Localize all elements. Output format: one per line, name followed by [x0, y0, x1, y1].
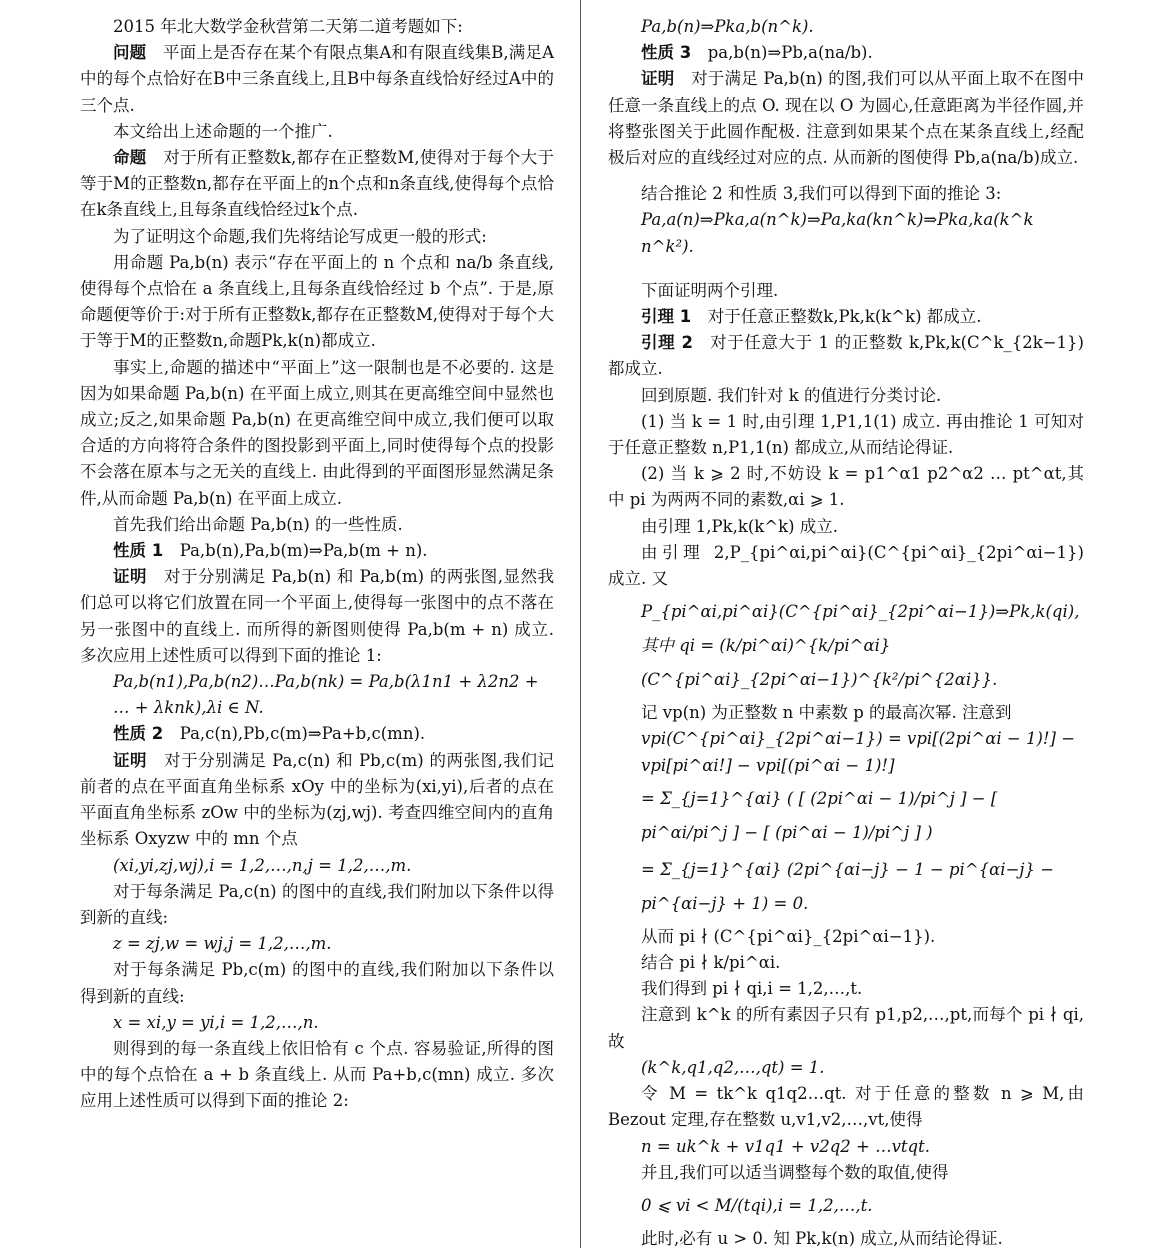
paragraph-text: n = uk^k + v1q1 + v2q2 + …vtqt. [641, 1136, 930, 1156]
paragraph [80, 879, 554, 931]
paragraph [80, 14, 554, 40]
paragraph [608, 1002, 1084, 1054]
paragraph-text: 注意到 k^k 的所有素因子只有 p1,p2,…,pt,而每个 pi ∤ qi,故 [608, 1005, 1084, 1051]
paragraph-text: P_{pi^αi,pi^αi}(C^{pi^αi}_{2pi^αi−1})⇒Pk,k(qi),其中 qi = (k/pi^αi)^{k/pi^αi}(C^{pi^αi}_{2pi^αi−1})^{k²/pi^{2αi}}. [641, 602, 1080, 690]
paragraph-text: Pa,b(n),Pa,b(m)⇒Pa,b(m + n). [179, 541, 428, 561]
formula-line [608, 853, 1084, 921]
paragraph-text: 并且,我们可以适当调整每个数的取值,使得 [641, 1162, 949, 1182]
paragraph [608, 1160, 1084, 1186]
paragraph [608, 514, 1084, 540]
formula-line [608, 1055, 1084, 1081]
paragraph [608, 181, 1084, 207]
paragraph [80, 564, 554, 669]
formula-line [608, 14, 1084, 40]
formula-line [608, 207, 1084, 259]
paragraph [80, 957, 554, 1009]
paragraph-heading: 性质 3 [641, 43, 692, 63]
formula-line [608, 726, 1084, 778]
paragraph [608, 1226, 1084, 1252]
paragraph-text: 回到原题. 我们针对 k 的值进行分类讨论. [641, 385, 942, 405]
paragraph-heading: 引理 2 [641, 333, 693, 353]
paragraph-text: 结合 pi ∤ k/pi^αi. [641, 953, 781, 973]
paragraph-text: 首先我们给出命题 Pa,b(n) 的一些性质. [113, 514, 403, 534]
paragraph-text: = Σ_{j=1}^{αi} (2pi^{αi−j} − 1 − pi^{αi−j} − pi^{αi−j} + 1) = 0. [641, 859, 1055, 913]
paragraph [608, 40, 1084, 66]
paragraph-text: 对于分别满足 Pa,c(n) 和 Pb,c(m) 的两张图,我们记前者的点在平面直角坐标系 xOy 中的坐标为(xi,yi),后者的点在平面直角坐标系 zOw 中的坐标为(zj,wj). 考查四维空间内的直角坐标系 Oxyzw 中的 mn 个点 [80, 750, 554, 849]
formula-line [80, 1010, 554, 1036]
paragraph [608, 330, 1084, 382]
paragraph-heading: 命题 [113, 148, 147, 168]
paragraph-text: Pa,c(n),Pb,c(m)⇒Pa+b,c(mn). [179, 724, 426, 744]
paragraph-heading: 证明 [641, 69, 675, 89]
paragraph [608, 278, 1084, 304]
paragraph [608, 304, 1084, 330]
paragraph-text: 令 M = tk^k q1q2…qt. 对于任意的整数 n ⩾ M,由 Bezout 定理,存在整数 u,v1,v2,…,vt,使得 [608, 1084, 1084, 1130]
paragraph-text: 对于每条满足 Pa,c(n) 的图中的直线,我们附加以下条件以得到新的直线: [80, 881, 554, 927]
paragraph-text: 用命题 Pa,b(n) 表示“存在平面上的 n 个点和 na/b 条直线,使得每个点恰在 a 条直线上,且每条直线恰经过 b 个点”. 于是,原命题便等价于:对于所有正整数k,都存在正整数M,使得对于每个大于等于M的正整数n,命题Pk,k(n)都成立. [80, 252, 554, 351]
paragraph-text: 由引理 2,P_{pi^αi,pi^αi}(C^{pi^αi}_{2pi^αi−1}) 成立. 又 [608, 542, 1084, 589]
paragraph [608, 409, 1084, 461]
paragraph [80, 250, 554, 355]
paragraph-text: 下面证明两个引理. [641, 280, 779, 300]
paragraph-heading: 引理 1 [641, 307, 692, 327]
paragraph [80, 1036, 554, 1115]
paragraph-text: 对于分别满足 Pa,b(n) 和 Pa,b(m) 的两张图,显然我们总可以将它们放置在同一个平面上,使得每一张图中的点不落在另一张图中的直线上. 而所得的新图则使得 Pa,b(m + n) 成立. 多次应用上述性质可以得到下面的推论 1: [80, 567, 555, 665]
formula-line [80, 931, 554, 957]
paragraph-text: 为了证明这个命题,我们先将结论写成更一般的形式: [113, 226, 487, 246]
column-divider [580, 0, 581, 1248]
paragraph-text: 此时,必有 u > 0. 知 Pk,k(n) 成立,从而结论得证. [641, 1228, 1003, 1248]
paragraph [608, 540, 1084, 592]
left-column [80, 14, 554, 1115]
paragraph [608, 461, 1084, 513]
paragraph [80, 145, 554, 224]
right-column [608, 14, 1084, 1252]
paragraph-text: Pa,b(n)⇒Pka,b(n^k). [641, 17, 814, 36]
formula-line [608, 1189, 1084, 1223]
formula-line [608, 782, 1084, 850]
paragraph [608, 950, 1084, 976]
paragraph [80, 40, 554, 119]
paragraph [80, 721, 554, 747]
formula-line [608, 1134, 1084, 1160]
paragraph-text: 由引理 1,Pk,k(k^k) 成立. [641, 516, 839, 536]
paragraph-text: 对于每条满足 Pb,c(m) 的图中的直线,我们附加以下条件以得到新的直线: [80, 960, 554, 1006]
paragraph-text: (2) 当 k ⩾ 2 时,不妨设 k = p1^α1 p2^α2 … pt^αt,其中 pi 为两两不同的素数,αi ⩾ 1. [608, 464, 1084, 510]
paragraph-text: 则得到的每一条直线上依旧恰有 c 个点. 容易验证,所得的图中的每个点恰在 a + b 条直线上. 从而 Pa+b,c(mn) 成立. 多次应用上述性质可以得到下面的推论 2: [80, 1038, 554, 1111]
paragraph [80, 538, 554, 564]
paragraph-text: pa,b(n)⇒Pb,a(na/b). [707, 43, 873, 63]
paragraph-text: 记 vp(n) 为正整数 n 中素数 p 的最高次幂. 注意到 [641, 703, 1012, 723]
spacer [608, 171, 1084, 181]
paragraph [608, 66, 1084, 171]
paragraph-heading: 性质 2 [113, 724, 164, 744]
paragraph [80, 748, 554, 853]
paragraph-heading: 证明 [113, 750, 148, 770]
paragraph-text: 对于任意大于 1 的正整数 k,Pk,k(C^k_{2k−1}) 都成立. [608, 333, 1084, 379]
paragraph [608, 383, 1084, 409]
paragraph-text: (1) 当 k = 1 时,由引理 1,P1,1(1) 成立. 再由推论 1 可知对于任意正整数 n,P1,1(n) 都成立,从而结论得证. [608, 411, 1084, 458]
paragraph-text: 对于满足 Pa,b(n) 的图,我们可以从平面上取不在图中任意一条直线上的点 O. 现在以 O 为圆心,任意距离为半径作圆,并将整张图关于此圆作配极. 注意到如果某个点在某条直线上,经配极后对应的直线经过对应的点. 从而新的图使得 Pb,a(na/b)成立. [608, 69, 1085, 168]
paragraph-text: 从而 pi ∤ (C^{pi^αi}_{2pi^αi−1}). [641, 926, 936, 946]
paragraph-text: = Σ_{j=1}^{αi} ( [ (2pi^αi − 1)/pi^j ] − [ pi^αi/pi^j ] − [ (pi^αi − 1)/pi^j ] ) [641, 788, 998, 842]
paragraph-text: 本文给出上述命题的一个推广. [113, 121, 333, 141]
paragraph-text: z = zj,w = wj,j = 1,2,…,m. [113, 934, 332, 954]
paragraph-text: x = xi,y = yi,i = 1,2,…,n. [113, 1012, 319, 1032]
paragraph [80, 512, 554, 538]
paragraph-text: Pa,b(n1),Pa,b(n2)…Pa,b(nk) = Pa,b(λ1n1 + λ2n2 + … + λknk),λi ∈ N. [113, 672, 539, 718]
paragraph-text: Pa,a(n)⇒Pka,a(n^k)⇒Pa,ka(kn^k)⇒Pka,ka(k^k n^k²). [641, 210, 1034, 256]
paragraph [608, 1081, 1084, 1133]
paragraph [608, 976, 1084, 1002]
paragraph-heading: 问题 [113, 43, 147, 63]
paragraph-text: (xi,yi,zj,wj),i = 1,2,…,n,j = 1,2,…,m. [113, 855, 412, 875]
paragraph [608, 924, 1084, 950]
paragraph-text: 对于任意正整数k,Pk,k(k^k) 都成立. [707, 307, 982, 327]
paragraph-text: vpi(C^{pi^αi}_{2pi^αi−1}) = vpi[(2pi^αi − 1)!] − vpi[pi^αi!] − vpi[(pi^αi − 1)!] [641, 729, 1076, 775]
paragraph-text: 事实上,命题的描述中“平面上”这一限制也是不必要的. 这是因为如果命题 Pa,b(n) 在平面上成立,则其在更高维空间中显然也成立;反之,如果命题 Pa,b(n) 在更高维空间中成立,我们便可以取合适的方向将符合条件的图投影到平面上,同时使得每个点的投影不会落在原本与之无关的直线上. 由此得到的平面图形显然满足条件,从而命题 Pa,b(n) 在平面上成立. [80, 357, 554, 508]
paragraph-text: 2015 年北大数学金秋营第二天第二道考题如下: [113, 17, 463, 36]
paragraph-text: 我们得到 pi ∤ qi,i = 1,2,…,t. [641, 979, 863, 999]
paragraph-text: 结合推论 2 和性质 3,我们可以得到下面的推论 3: [641, 184, 1002, 204]
paragraph [80, 119, 554, 145]
paragraph-text: 平面上是否存在某个有限点集A和有限直线集B,满足A中的每个点恰好在B中三条直线上,且B中每条直线恰好经过A中的三个点. [80, 43, 555, 115]
paragraph [80, 224, 554, 250]
paragraph-heading: 性质 1 [113, 541, 164, 561]
paragraph-text: 0 ⩽ vi < M/(tqi),i = 1,2,…,t. [641, 1195, 873, 1215]
formula-line [80, 669, 554, 721]
paragraph-text: (k^k,q1,q2,…,qt) = 1. [641, 1057, 825, 1077]
paragraph [608, 700, 1084, 726]
paragraph-text: 对于所有正整数k,都存在正整数M,使得对于每个大于等于M的正整数n,都存在平面上的n个点和n条直线,使得每个点恰在k条直线上,且每条直线恰经过k个点. [80, 148, 554, 220]
formula-line [80, 853, 554, 879]
paragraph [80, 355, 554, 512]
paragraph-heading: 证明 [113, 567, 147, 587]
spacer [608, 260, 1084, 278]
formula-line [608, 595, 1084, 697]
